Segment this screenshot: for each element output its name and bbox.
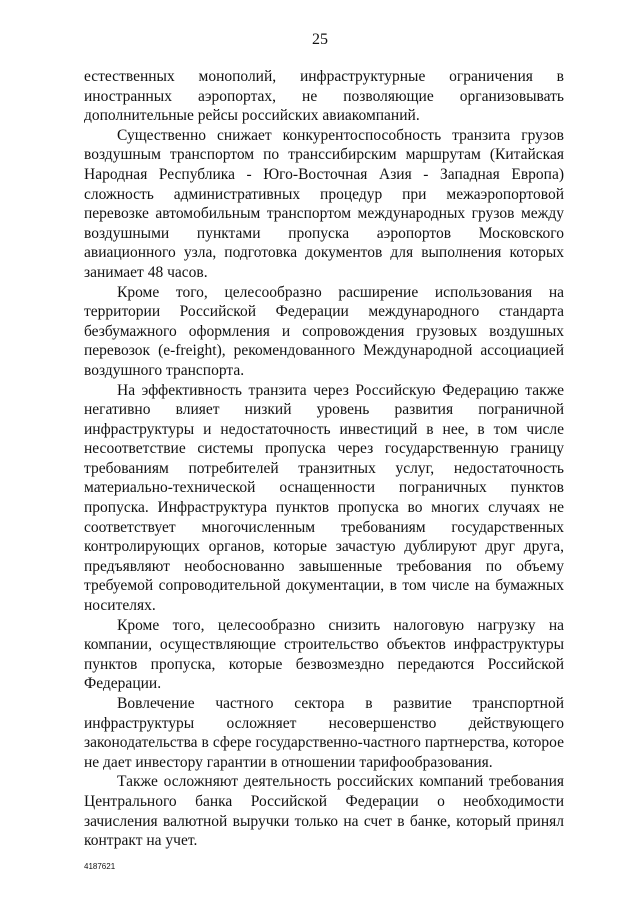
paragraph-6: Вовлечение частного сектора в развитие транспортной инфраструктуры осложняет несовершенство действующего законодательства в сфере государственно-частного партнерства, которое не дает инвестору гарантии в отношении тарифообразования. — [84, 695, 564, 771]
paragraph-4: На эффективность транзита через Российскую Федерацию также негативно влияет низкий уровень развития пограничной инфраструктуры и недостаточность инвестиций в нее, в том числе несоответствие системы пропуска через государственную границу требованиям потребителей транзитных услуг, недостаточность материально-технической оснащенности пограничных пунктов пропуска. Инфраструктура пунктов пропуска во многих случаях не соответствует многочисленным требованиям государственных контролирующих органов, которые зачастую дублируют друг друга, предъявляют необоснованно завышенные требования по объему требуемой сопроводительной документации, в том числе на бумажных носителях. — [84, 381, 564, 615]
paragraph-7: Также осложняют деятельность российских компаний требования Центрального банка Российской Федерации о необходимости зачисления валютной выручки только на счет в банке, который принял контракт на учет. — [84, 773, 564, 850]
page-number: 25 — [312, 31, 328, 48]
paragraph-5: Кроме того, целесообразно снизить налоговую нагрузку на компании, осуществляющие строительство объектов инфраструктуры пунктов пропуска, которые безвозмездно передаются Российской Федерации. — [84, 616, 564, 693]
paragraph-2: Существенно снижает конкурентоспособность транзита грузов воздушным транспортом по транссибирским маршрутам (Китайская Народная Республика - Юго-Восточная Азия - Западная Европа) сложность административных процедур при межаэропортовой перевозке автомобильным транспортом международных грузов между воздушными пунктами пропуска аэропортов Московского авиационного узла, подготовка документов для выполнения которых занимает 48 часов. — [84, 126, 564, 281]
body-text — [84, 67, 564, 851]
paragraph-3: Кроме того, целесообразно расширение использования на территории Российской Федерации международного стандарта безбумажного оформления и сопровождения грузовых воздушных перевозок (e-freight), рекомендованного Международной ассоциацией воздушного транспорта. — [84, 283, 564, 379]
document-id: 4187621 — [84, 862, 116, 871]
paragraph-1: естественных монополий, инфраструктурные ограничения в иностранных аэропортах, не позволяющие организовывать дополнительные рейсы российских авиакомпаний. — [84, 68, 564, 125]
